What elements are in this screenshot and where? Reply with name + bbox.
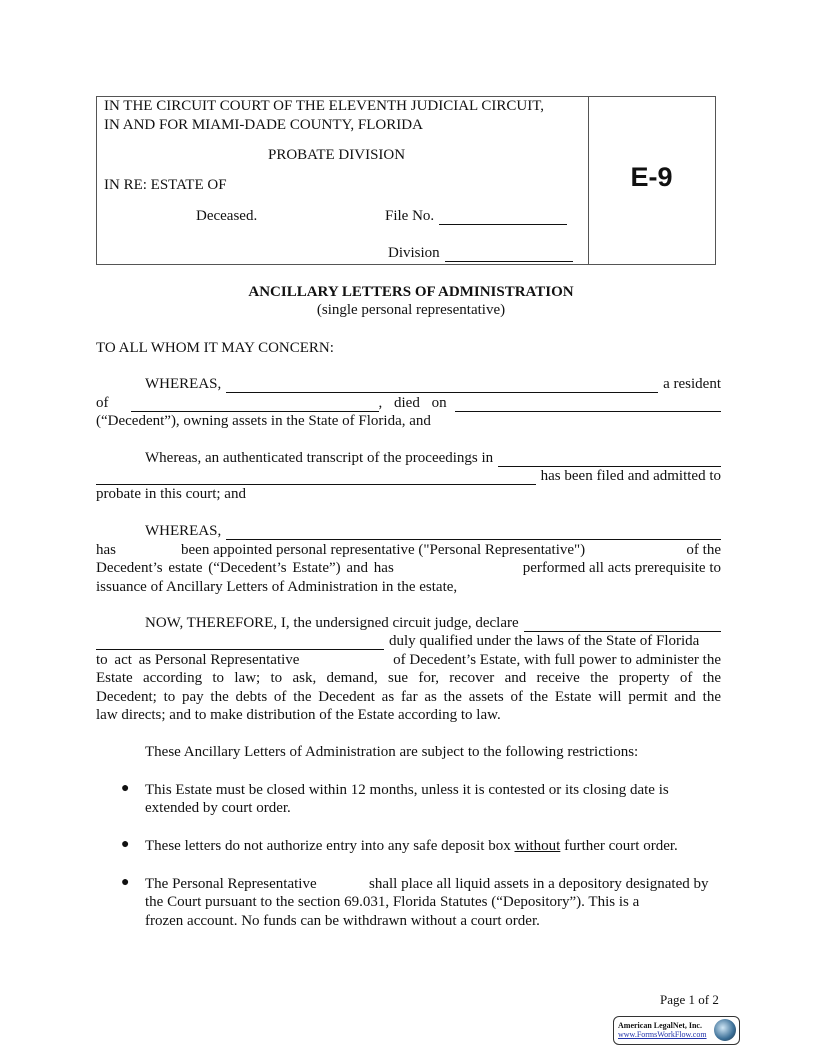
text: NOW, THEREFORE, I, the undersigned circuit judge, declare xyxy=(145,615,519,631)
residence-field[interactable] xyxy=(131,397,379,412)
bullet-icon: ● xyxy=(121,837,130,852)
proceedings-location-field[interactable] xyxy=(498,452,721,467)
text: of xyxy=(96,395,109,411)
text: been appointed personal representative ("Personal Representative") xyxy=(181,542,586,558)
publisher-logo xyxy=(613,1016,740,1045)
text: issuance of Ancillary Letters of Administration in the estate, xyxy=(96,579,458,595)
resident-name-field[interactable] xyxy=(226,378,658,393)
logo-company: American LegalNet, Inc. xyxy=(618,1021,702,1030)
file-no-field[interactable] xyxy=(439,210,567,225)
division-field[interactable] xyxy=(445,247,573,262)
bullet-icon: ● xyxy=(121,781,130,796)
text: law directs; and to make distribution of the Estate according to law. xyxy=(96,707,501,723)
court-line-2: IN AND FOR MIAMI-DADE COUNTY, FLORIDA xyxy=(104,117,423,133)
bullet-icon: ● xyxy=(121,875,130,890)
text: of the xyxy=(686,542,721,558)
deceased-label: Deceased. xyxy=(196,208,258,224)
text: Whereas, an authenticated transcript of the proceedings in xyxy=(145,450,494,466)
text: Personal Representative xyxy=(154,652,300,668)
text: probate in this court; and xyxy=(96,486,246,502)
text: duly qualified under the laws of the State of Florida xyxy=(389,633,700,649)
text: performed all acts prerequisite to xyxy=(522,560,721,576)
probate-division: PROBATE DIVISION xyxy=(268,147,406,163)
text: Decedent; to pay the debts of the Decedent as far as the assets of the Estate will permit and the xyxy=(96,689,721,705)
text: of Decedent’s Estate, with full power to administer the xyxy=(393,652,721,668)
text: to act as xyxy=(96,652,152,668)
restriction-3-cont: the Court pursuant to the section 69.031, Florida Statutes (“Depository”). This is a xyxy=(145,894,640,910)
restriction-2-emphasis: without xyxy=(514,838,561,854)
form-code: E-9 xyxy=(630,162,673,192)
text: has xyxy=(96,542,116,558)
proceedings-location-field-2[interactable] xyxy=(96,470,536,485)
death-date-field[interactable] xyxy=(455,397,721,412)
division-label: Division xyxy=(388,245,440,261)
text: WHEREAS, xyxy=(145,376,222,392)
document-title: ANCILLARY LETTERS OF ADMINISTRATION xyxy=(248,284,574,300)
court-line-1: IN THE CIRCUIT COURT OF THE ELEVENTH JUDICIAL CIRCUIT, xyxy=(104,98,545,114)
text: a resident xyxy=(663,376,721,392)
document-subtitle: (single personal representative) xyxy=(316,302,506,318)
text: (“Decedent”), owning assets in the State of Florida, and xyxy=(96,413,431,429)
text: Estate according to law; to ask, demand, sue for, recover and receive the property of the xyxy=(96,670,721,686)
restriction-3-cont2: frozen account. No funds can be withdrawn without a court order. xyxy=(145,913,540,929)
restriction-1: This Estate must be closed within 12 months, unless it is contested or its closing date is xyxy=(145,782,669,798)
page-number: Page 1 of 2 xyxy=(660,992,719,1007)
restriction-2-end: further court order. xyxy=(564,838,678,854)
text: Personal Representative xyxy=(172,876,317,892)
restriction-3: The xyxy=(145,876,169,892)
restriction-2: These letters do not authorize entry into any safe deposit box xyxy=(145,838,511,854)
text: Decedent’s estate (“Decedent’s Estate”) and has xyxy=(96,560,394,576)
text: has been filed and admitted to xyxy=(540,468,721,484)
logo-link[interactable]: www.FormsWorkFlow.com xyxy=(618,1030,707,1039)
restrictions-intro: These Ancillary Letters of Administration are subject to the following restrictions: xyxy=(145,744,639,760)
declared-representative-field[interactable] xyxy=(524,617,721,632)
text: shall place all liquid assets in a depository designated by xyxy=(369,876,709,892)
restriction-1-cont: extended by court order. xyxy=(145,800,291,816)
declared-representative-field-2[interactable] xyxy=(96,635,384,650)
representative-name-field[interactable] xyxy=(226,525,721,540)
salutation: TO ALL WHOM IT MAY CONCERN: xyxy=(96,340,334,356)
text: , died on xyxy=(378,395,447,411)
in-re-label: IN RE: ESTATE OF xyxy=(104,177,227,193)
file-no-label: File No. xyxy=(385,208,435,224)
globe-icon xyxy=(714,1019,736,1041)
text: WHEREAS, xyxy=(145,523,222,539)
